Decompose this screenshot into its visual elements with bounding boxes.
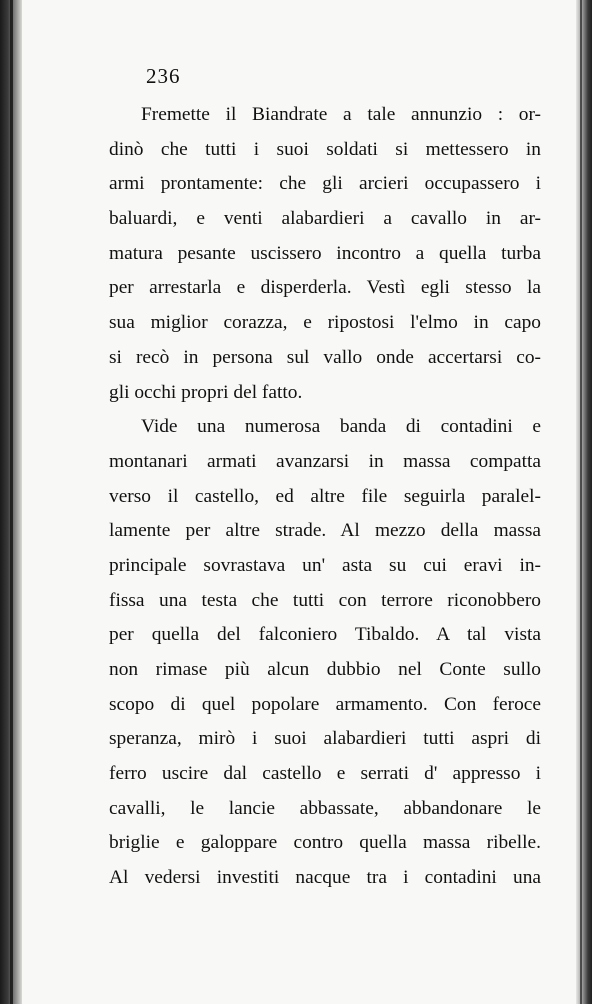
text-line: gli occhi propri del fatto. — [109, 381, 303, 403]
page-number: 236 — [146, 64, 181, 88]
text-line: baluardi, e venti alabardieri a cavallo in ar- — [109, 208, 541, 230]
text-line: verso il castello, ed altre file seguirla paralel- — [109, 485, 541, 507]
text-line: non rimase più alcun dubbio nel Conte sullo — [109, 659, 541, 680]
binding-shadow-line — [10, 0, 13, 1004]
text-line: fissa una testa che tutti con terrore riconobbero — [109, 589, 541, 611]
text-line: per quella del falconiero Tibaldo. A tal vista — [109, 624, 541, 646]
text-line: Vide una numerosa banda di contadini e — [141, 416, 541, 438]
text-line: Al vedersi investiti nacque tra i contadini una — [109, 867, 541, 889]
text-line: dinò che tutti i suoi soldati si mettessero in — [109, 138, 541, 160]
text-line: Fremette il Biandrate a tale annunzio : or- — [141, 104, 541, 125]
text-line: speranza, mirò i suoi alabardieri tutti aspri di — [109, 728, 541, 750]
text-line: cavalli, le lancie abbassate, abbandonare le — [109, 797, 541, 819]
text-line: si recò in persona sul vallo onde accertarsi co- — [109, 346, 541, 368]
text-line: briglie e galoppare contro quella massa ribelle. — [109, 832, 541, 854]
text-line: matura pesante uscissero incontro a quella turba — [109, 242, 541, 264]
text-line: sua miglior corazza, e ripostosi l'elmo in capo — [109, 312, 541, 334]
page-edge-line — [580, 0, 582, 1004]
text-line: ferro uscire dal castello e serrati d' appresso i — [109, 763, 541, 785]
text-line: montanari armati avanzarsi in massa compatta — [109, 450, 541, 472]
body-text — [109, 98, 541, 896]
text-line: lamente per altre strade. Al mezzo della massa — [109, 520, 541, 542]
text-line: per arrestarla e disperderla. Vestì egli stesso la — [109, 277, 541, 299]
text-line: principale sovrastava un' asta su cui eravi in- — [109, 554, 541, 576]
text-line: scopo di quel popolare armamento. Con feroce — [109, 693, 541, 715]
text-line: armi prontamente: che gli arcieri occupassero i — [109, 173, 541, 195]
page-edge — [576, 0, 592, 1004]
